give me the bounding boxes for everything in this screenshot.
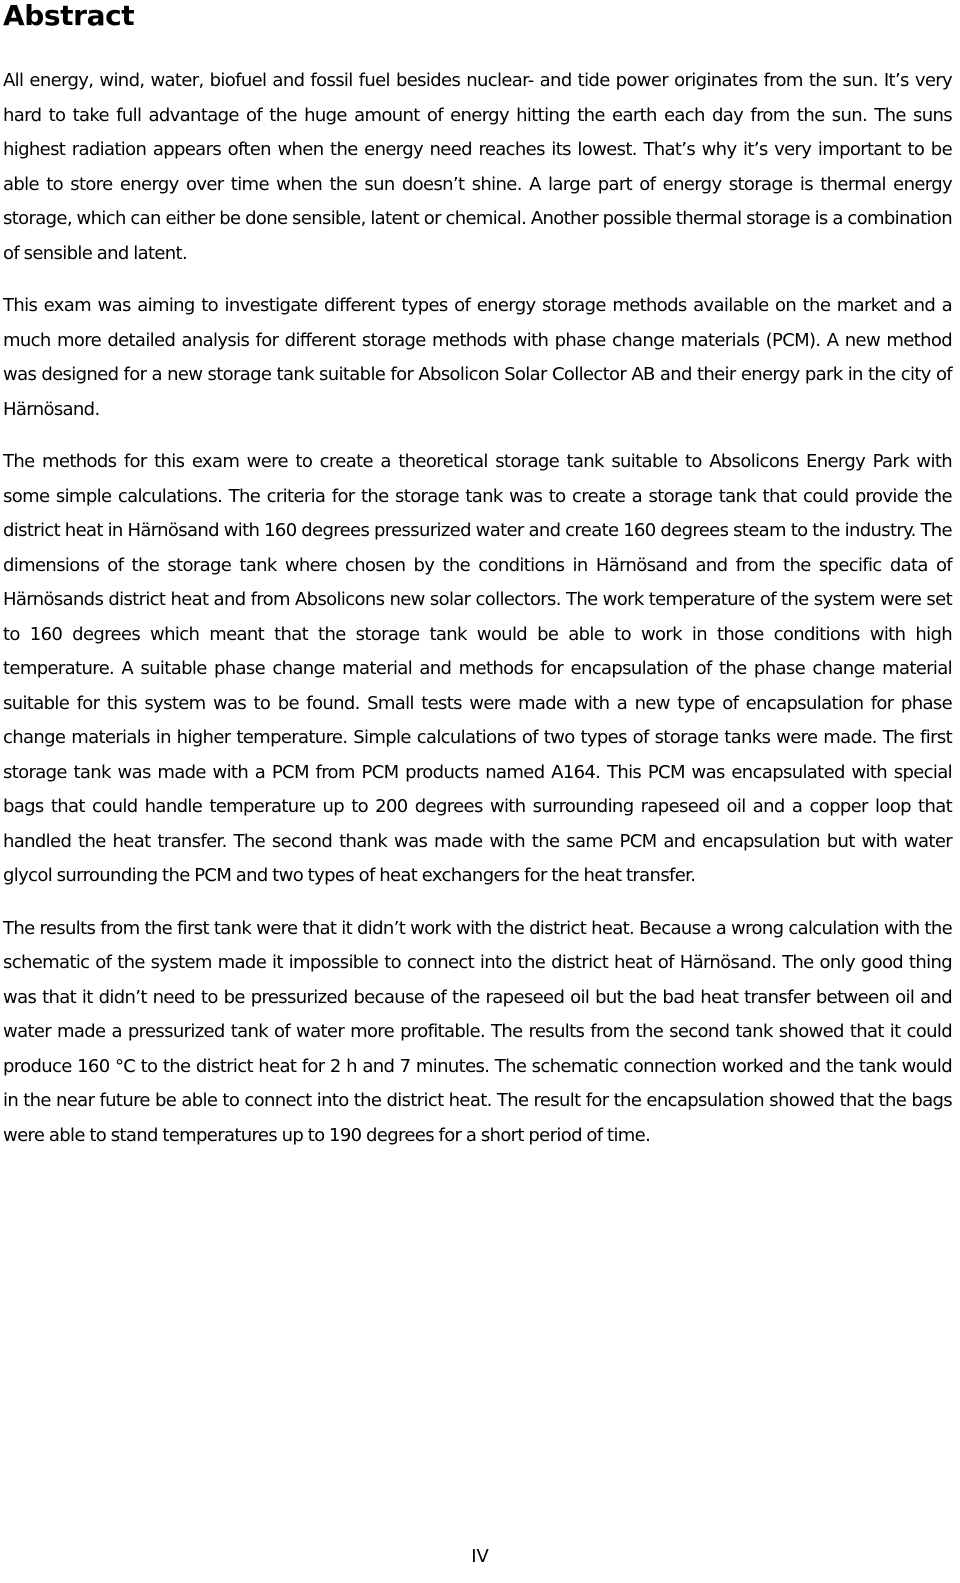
paragraph-results: The results from the first tank were that it didn’t work with the district heat. Because a wrong calculation with the schematic of the system made it impossible to connect into the district heat of Härnösand. The only good thing was that it didn’t need to be pressurized because of the rapeseed oil but the bad heat transfer between oil and water made a pressurized tank of water more profitable. The results from the second tank showed that it could produce 160 °C to the district heat for 2 h and 7 minutes. The schematic connection worked and the tank would in the near future be able to connect into the district heat. The result for the encapsulation showed that the bags were able to stand temperatures up to 190 degrees for a short period of time.: [3, 917, 952, 1146]
page-number: IV: [471, 1546, 489, 1567]
paragraph-methods: The methods for this exam were to create a theoretical storage tank suitable to Absolicons Energy Park with some simple calculations. The criteria for the storage tank was to create a storage tank that could provide the district heat in Härnösand with 160 degrees pressurized water and create 160 degrees steam to the industry. The dimensions of the storage tank where chosen by the conditions in Härnösand and from the specific data of Härnösands district heat and from Absolicons new solar collectors. The work temperature of the system were set to 160 degrees which meant that the storage tank would be able to work in those conditions with high temperature. A suitable phase change material and methods for encapsulation of the phase change material suitable for this system was to be found. Small tests were made with a new type of encapsulation for phase change materials in higher temperature. Simple calculations of two types of storage tanks were made. The first storage tank was made with a PCM from PCM products named A164. This PCM was encapsulated with special bags that could handle temperature up to 200 degrees with surrounding rapeseed oil and a copper loop that handled the heat transfer. The second thank was made with the same PCM and encapsulation but with water glycol surrounding the PCM and two types of heat exchangers for the heat transfer.: [3, 451, 952, 886]
abstract-body: [3, 64, 952, 1171]
paragraph-energy-sources: All energy, wind, water, biofuel and fossil fuel besides nuclear- and tide power originates from the sun. It’s very hard to take full advantage of the huge amount of energy hitting the earth each day from the sun. The suns highest radiation appears often when the energy need reaches its lowest. That’s why it’s very important to be able to store energy over time when the sun doesn’t shine. A large part of energy storage is thermal energy storage, which can either be done sensible, latent or chemical. Another possible thermal storage is a combination of sensible and latent.: [3, 70, 952, 264]
abstract-heading: Abstract: [3, 0, 135, 32]
paragraph-exam-aim: This exam was aiming to investigate different types of energy storage methods available on the market and a much more detailed analysis for different storage methods with phase change materials (PCM). A new method was designed for a new storage tank suitable for Absolicon Solar Collector AB and their energy park in the city of Härnösand.: [3, 295, 952, 420]
